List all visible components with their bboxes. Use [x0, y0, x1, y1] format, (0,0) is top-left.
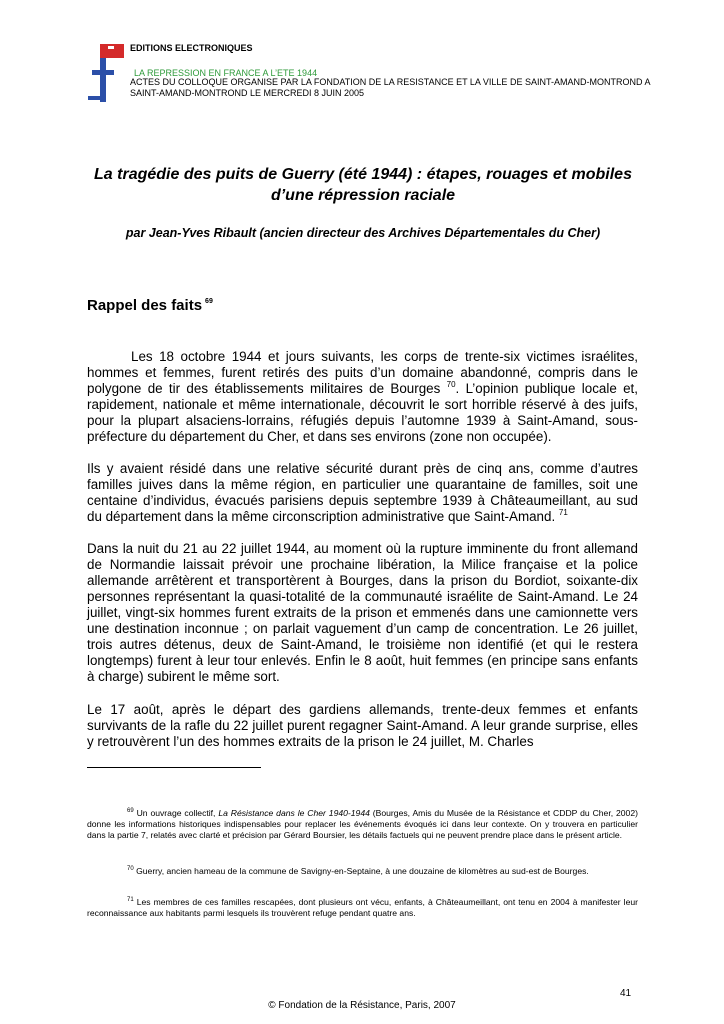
- footnote-number: 69: [127, 808, 134, 814]
- footnote-text: Les membres de ces familles rescapées, dont plusieurs ont vécu, enfants, à Châteaumeillant, ont tenu en 2004 à manifester leur reconnaissance aux habitants parmi lesquels ils trouvèrent refuge pendant quatre ans.: [87, 897, 638, 918]
- footnote-text: (Bourges, Amis du Musée de la Résistance et CDDP du Cher, 2002) donne les informations historiques indispensables pour replacer les événements évoqués ici dans leur contexte. On y trouvera en particulier dans la partie 7, relatés avec clarté et précision par Gérard Boursier, les détails factuels qui ne peuvent prendre place dans le présent article.: [87, 808, 638, 840]
- section-title: Rappel des faits: [87, 297, 203, 314]
- footnote-71: [87, 897, 638, 919]
- body-paragraph-2: [87, 461, 638, 525]
- body-paragraph-1: [87, 349, 638, 445]
- footnote-ref-69[interactable]: 69: [205, 298, 213, 305]
- footnote-ref-71[interactable]: 71: [558, 508, 568, 517]
- body-paragraph-4: [87, 702, 638, 750]
- body-paragraph-3: [87, 541, 638, 685]
- section-heading: [87, 297, 213, 314]
- paragraph-text: Le 17 août, après le départ des gardiens allemands, trente-deux femmes et enfants survivants de la rafle du 22 juillet purent regagner Saint-Amand. A leur grande surprise, elles y retrouvèrent l’un des hommes extraits de la prison le 24 juillet, M. Charles: [87, 702, 638, 749]
- article-title: La tragédie des puits de Guerry (été 1944) : étapes, rouages et mobiles d’une répression raciale: [94, 166, 632, 204]
- page-number: 41: [620, 988, 632, 999]
- copyright-footer: © Fondation de la Résistance, Paris, 2007: [268, 1000, 456, 1011]
- article-author: par Jean-Yves Ribault (ancien directeur des Archives Départementales du Cher): [125, 226, 601, 240]
- paragraph-text: Les 18 octobre 1944 et jours suivants, les corps de trente-six victimes israélites, hommes et femmes, furent retirés des puits d’un domaine abandonné, compris dans le polygone de tir des établissements militaires de Bourges: [87, 349, 638, 396]
- paragraph-text: Ils y avaient résidé dans une relative sécurité durant près de cinq ans, comme d’autres familles juives dans la même région, en particulier une quarantaine de familles, soit une centaine d’individus, évacués parisiens depuis septembre 1939 à Châteaumeillant, au sud du département dans la même circonscription administrative que Saint-Amand.: [87, 461, 638, 524]
- proceedings-label: ACTES DU COLLOQUE ORGANISE PAR LA FONDATION DE LA RESISTANCE ET LA VILLE DE SAINT-AMAND-MONTROND A SAINT-AMAND-MONTROND LE MERCREDI 8 JUIN 2005: [130, 77, 650, 98]
- footnote-ref-70[interactable]: 70: [446, 380, 456, 389]
- paragraph-text: Dans la nuit du 21 au 22 juillet 1944, au moment où la rupture imminente du front allemand de Normandie laissait prévoir une prochaine libération, la Milice française et la police allemande arrêtèrent et transportèrent à Bourges, dans la prison du Bordiot, soixante-dix personnes représentant la quasi-totalité de la communauté israélite de Saint-Amand. Le 24 juillet, vingt-six hommes furent extraits de la prison et emmenés dans une camionnette vers une destination inconnue ; on parlait vaguement d’un camp de concentration. Le 26 juillet, trois autres détenus, deux de Saint-Amand, le troisième non identifié (et qui le restera longtemps) furent à leur tour enlevés. Enfin le 8 août, huit femmes (en principe sans enfants à charge) subirent le même sort.: [87, 541, 638, 684]
- footnote-book-title: La Résistance dans le Cher 1940-1944: [218, 808, 370, 818]
- footnote-number: 71: [127, 897, 134, 903]
- fondation-logo-icon: [88, 44, 124, 104]
- paragraph-text: . L’opinion publique locale et, rapidement, nationale et même internationale, découvrit le sort horrible réservé à des juifs, pour la plupart alsaciens-lorrains, réfugiés depuis l’automne 1939 à Saint-Amand, sous-préfecture du département du Cher, et dans ses environs (zone non occupée).: [87, 381, 638, 444]
- footnote-number: 70: [127, 866, 134, 872]
- publisher-label: EDITIONS ELECTRONIQUES: [130, 43, 253, 53]
- footnote-text: Un ouvrage collectif,: [133, 808, 219, 818]
- footnote-text: Guerry, ancien hameau de la commune de Savigny-en-Septaine, à une douzaine de kilomètres au sud-est de Bourges.: [133, 866, 589, 876]
- footnote-69: [87, 808, 638, 841]
- event-title: LA REPRESSION EN FRANCE A L’ETE 1944: [134, 68, 318, 78]
- footnote-separator: [87, 767, 261, 768]
- footnote-70: [87, 866, 638, 877]
